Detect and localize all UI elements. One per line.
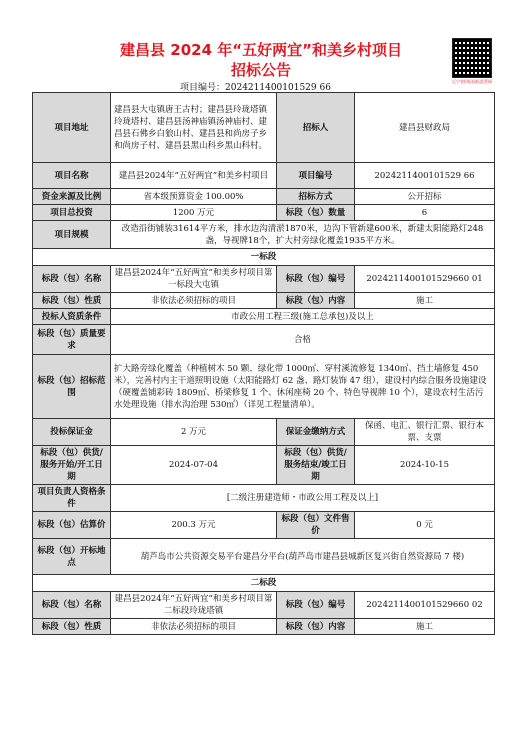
name-value: 建昌县2024年“五好两宜”和美乡村项目 bbox=[111, 163, 277, 189]
lot2-content-label: 标段（包）内容 bbox=[277, 619, 355, 635]
owner-label: 招标人 bbox=[277, 93, 355, 163]
title-line1: 建昌县 2024 年“五好两宜”和美乡村项目 bbox=[120, 41, 402, 59]
announcement-title bbox=[0, 40, 522, 80]
code-value: 2024211400101529 66 bbox=[355, 163, 495, 189]
lots-value: 6 bbox=[355, 205, 495, 221]
project-number-label: 项目编号： bbox=[180, 83, 226, 93]
lot1-qual-label: 投标人资质条件 bbox=[33, 309, 111, 325]
name-label: 项目名称 bbox=[33, 163, 111, 189]
lot1-name-value: 建昌县2024年“五好两宜”和美乡村项目第一标段大屯镇 bbox=[111, 266, 277, 293]
fund-label: 资金来源及比例 bbox=[33, 189, 111, 205]
owner-value: 建昌县财政局 bbox=[355, 93, 495, 163]
invest-label: 项目总投资 bbox=[33, 205, 111, 221]
lot2-no-value: 2024211400101529660 02 bbox=[355, 592, 495, 619]
lot1-bond-label: 投标保证金 bbox=[33, 419, 111, 446]
lot1-place-label: 标段（包）开标地点 bbox=[33, 539, 111, 575]
lot1-end-value: 2024-10-15 bbox=[355, 446, 495, 485]
lot1-start-label: 标段（包）供货/服务开始/开工日期 bbox=[33, 446, 111, 485]
lot1-name-label: 标段（包）名称 bbox=[33, 266, 111, 293]
lot2-name-value: 建昌县2024年“五好两宜”和美乡村项目第二标段玲珑塔镇 bbox=[111, 592, 277, 619]
lot1-est-value: 200.3 万元 bbox=[111, 512, 277, 539]
lot1-end-label: 标段（包）供货/服务结束/竣工日期 bbox=[277, 446, 355, 485]
lot1-fee-value: 0 元 bbox=[355, 512, 495, 539]
lots-label: 标段（包）数量 bbox=[277, 205, 355, 221]
method-value: 公开招标 bbox=[355, 189, 495, 205]
code-label: 项目编号 bbox=[277, 163, 355, 189]
lot1-start-value: 2024-07-04 bbox=[111, 446, 277, 485]
qr-code-icon bbox=[452, 38, 492, 78]
project-number: 2024211400101529 66 bbox=[225, 83, 331, 93]
lot2-no-label: 标段（包）编号 bbox=[277, 592, 355, 619]
lot1-scope-value: 扩大路旁绿化覆盖（种植树木 50 颗、绿化带 1000㎡、穿村溪流修复 1340㎡、挡土墙修复 450 米），完善村内主干道照明设施（太阳能路灯 62 盏、路灯装饰 47 组），建设村内综合服务设施建设（硬覆盖铺彩砖 1809㎡、桥梁修复 1 个、休闲座椅 20 个、特色导视牌 10 个），建设农村生活污水处理设施（排水沟治理 530㎡）（详见工程量清单）。 bbox=[111, 355, 495, 419]
lot1-no-value: 2024211400101529660 01 bbox=[355, 266, 495, 293]
lot1-place-value: 葫芦岛市公共资源交易平台建昌分平台(葫芦岛市建昌县城新区复兴街自然资源局 7 楼) bbox=[111, 539, 495, 575]
section-lot2: 二标段 bbox=[33, 575, 495, 592]
lot1-bond-value: 2 万元 bbox=[111, 419, 277, 446]
lot2-nature-label: 标段（包）性质 bbox=[33, 619, 111, 635]
fund-value: 省本级预算资金 100.00% bbox=[111, 189, 277, 205]
lot2-content-value: 施工 bbox=[355, 619, 495, 635]
lot1-nature-value: 非依法必须招标的项目 bbox=[111, 293, 277, 309]
scale-label: 项目规模 bbox=[33, 221, 111, 249]
section-lot1: 一标段 bbox=[33, 249, 495, 266]
lot1-pm-value: [二级注册建造师・市政公用工程及以上] bbox=[111, 485, 495, 512]
lot1-no-label: 标段（包）编号 bbox=[277, 266, 355, 293]
lot1-nature-label: 标段（包）性质 bbox=[33, 293, 111, 309]
title-line2: 招标公告 bbox=[230, 61, 291, 79]
lot1-quality-label: 标段（包）质量要求 bbox=[33, 325, 111, 355]
lot1-bond-form-label: 保证金缴纳方式 bbox=[277, 419, 355, 446]
lot2-nature-value: 非依法必须招标的项目 bbox=[111, 619, 277, 635]
lot1-bond-form-value: 保函、电汇、银行汇票、银行本票、支票 bbox=[355, 419, 495, 446]
lot1-content-value: 施工 bbox=[355, 293, 495, 309]
tender-table bbox=[32, 92, 495, 635]
lot1-scope-label: 标段（包）招标范围 bbox=[33, 355, 111, 419]
lot1-content-label: 标段（包）内容 bbox=[277, 293, 355, 309]
invest-value: 1200 万元 bbox=[111, 205, 277, 221]
lot2-name-label: 标段（包）名称 bbox=[33, 592, 111, 619]
lot1-qual-value: 市政公用工程三级(施工总承包)及以上 bbox=[111, 309, 495, 325]
addr-value: 建昌县大屯镇唐王古村；建昌县玲珑塔镇玲珑塔村、建昌县汤神庙镇汤神庙村、建昌县石佛乡白狼山村、建昌县和尚房子乡和尚房子村、建昌县黑山科乡黑山科村。 bbox=[111, 93, 277, 163]
scale-value: 改造沿街铺装31614平方米，排水边沟清淤1870米，边沟下管新建600米，新建太阳能路灯248盏，导视牌18个，扩大村旁绿化覆盖1935平方米。 bbox=[111, 221, 495, 249]
method-label: 招标方式 bbox=[277, 189, 355, 205]
lot1-pm-label: 项目负责人资格条件 bbox=[33, 485, 111, 512]
addr-label: 项目地址 bbox=[33, 93, 111, 163]
lot1-quality-value: 合格 bbox=[111, 325, 495, 355]
lot1-est-label: 标段（包）估算价 bbox=[33, 512, 111, 539]
lot1-fee-label: 标段（包）文件售价 bbox=[277, 512, 355, 539]
qr-caption: 辽宁省招标投标监管网 bbox=[452, 79, 492, 84]
